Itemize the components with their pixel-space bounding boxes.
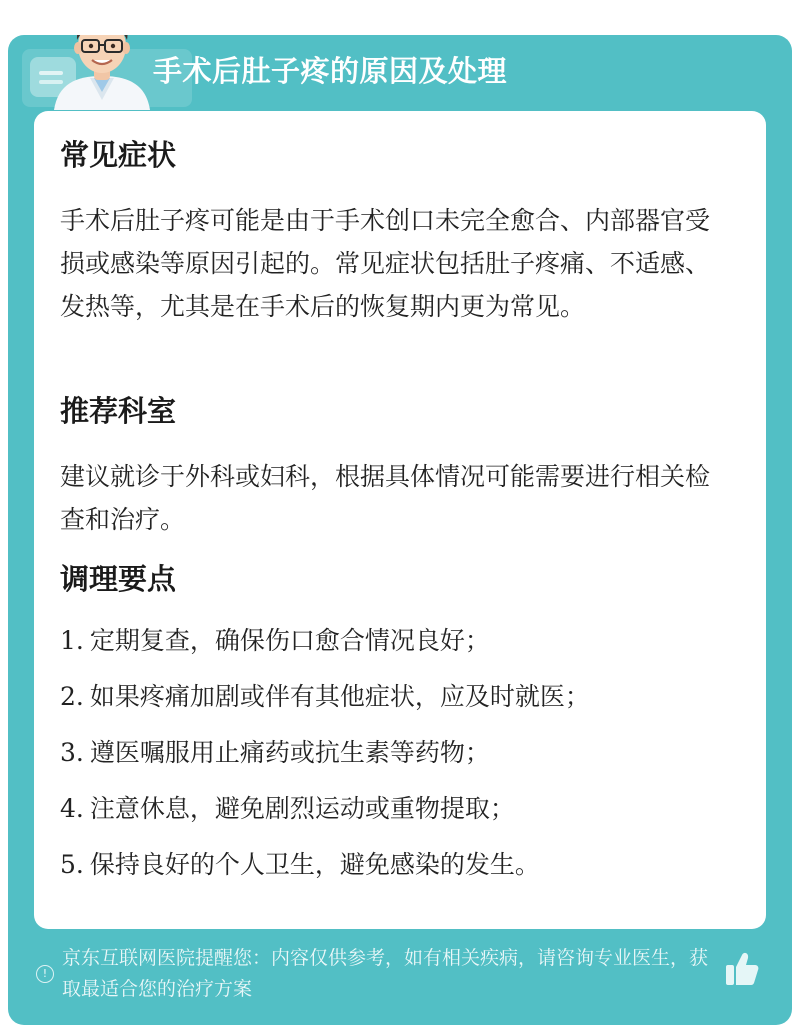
section-heading-care: 调理要点: [60, 562, 177, 596]
list-item: 2. 如果疼痛加剧或伴有其他症状，应及时就医；: [60, 682, 590, 711]
doctor-avatar: [46, 35, 158, 110]
section-heading-department: 推荐科室: [60, 394, 177, 428]
list-item: 3. 遵医嘱服用止痛药或抗生素等药物；: [60, 738, 490, 767]
thumbs-up-icon[interactable]: [724, 949, 760, 989]
info-icon: !: [36, 965, 54, 983]
page-title: 手术后肚子疼的原因及处理: [153, 54, 508, 88]
department-paragraph: 建议就诊于外科或妇科，根据具体情况可能需要进行相关检查和治疗。: [60, 462, 711, 534]
symptoms-paragraph: 手术后肚子疼可能是由于手术创口未完全愈合、内部器官受损或感染等原因引起的。常见症状包括肚子疼痛、不适感、发热等，尤其是在手术后的恢复期内更为常见。: [60, 206, 711, 321]
section-heading-symptoms: 常见症状: [60, 138, 177, 172]
disclaimer-text: 京东互联网医院提醒您：内容仅供参考，如有相关疾病，请咨询专业医生，获取最适合您的治疗方案: [62, 947, 709, 1000]
list-item: 4. 注意休息，避免剧烈运动或重物提取；: [60, 794, 515, 823]
article-card: [8, 35, 792, 1025]
list-item: 5. 保持良好的个人卫生，避免感染的发生。: [60, 850, 540, 879]
content-panel: [34, 111, 766, 929]
list-item: 1. 定期复查，确保伤口愈合情况良好；: [60, 626, 490, 655]
